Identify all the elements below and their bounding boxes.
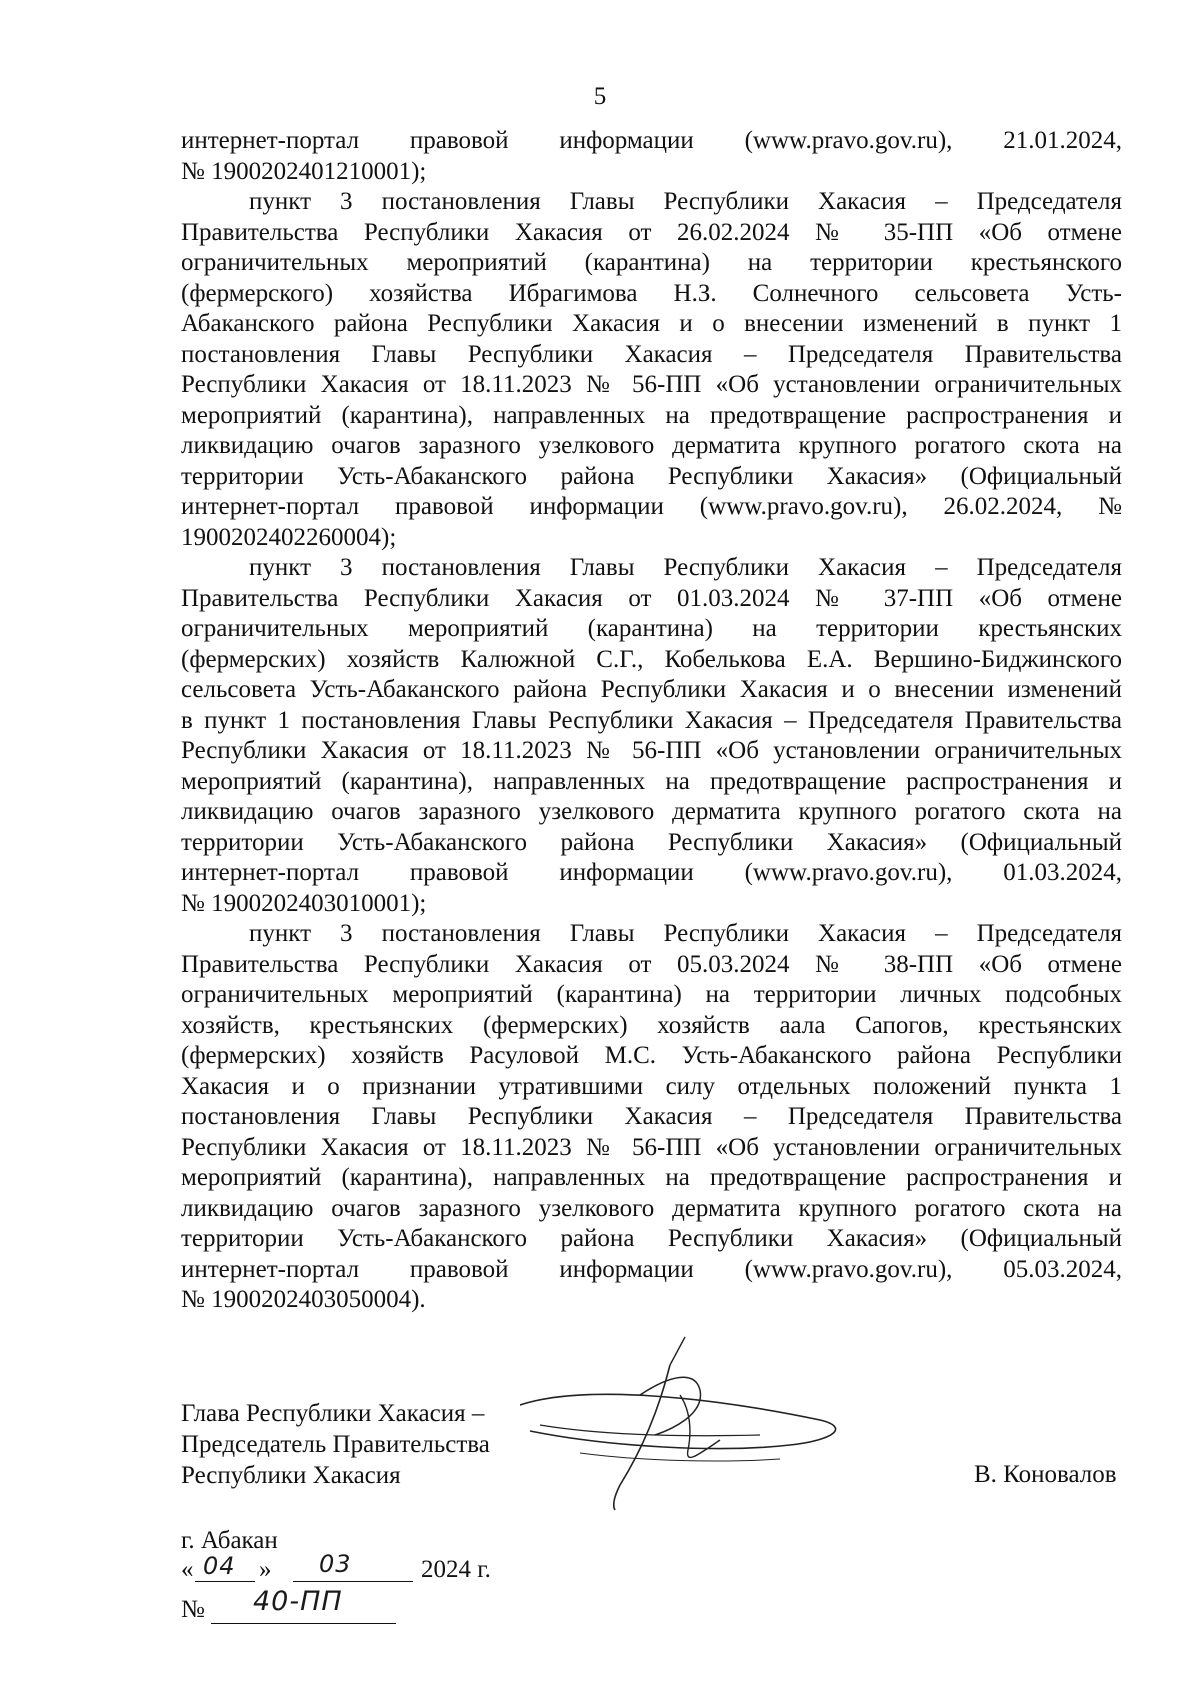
paragraph — [181, 126, 1122, 187]
text-line: Республики Хакасия от 18.11.2023 № 56-ПП «Об установлении ограничительных — [181, 737, 1122, 764]
signing-date — [181, 1550, 501, 1587]
date-day-handwritten: 04 — [203, 1552, 236, 1580]
text-line: ограничительных мероприятий (карантина) на территории крестьянского — [181, 249, 1122, 276]
text-line: интернет-портал правовой информации (www.pravo.gov.ru), 01.03.2024, — [181, 859, 1122, 886]
page-number: 5 — [593, 83, 607, 110]
signatory-title — [181, 1398, 490, 1491]
text-line: (фермерских) хозяйств Калюжной С.Г., Кобелькова Е.А. Вершино-Биджинского — [181, 645, 1122, 673]
text-line: № 1900202401210001); — [181, 157, 427, 185]
text-line: Правительства Республики Хакасия от 26.02.2024 № 35-ПП «Об отмене — [181, 218, 1122, 246]
text-line: в пункт 1 постановления Главы Республики Хакасия – Председателя Правительства — [181, 706, 1122, 734]
date-close-quote: » — [259, 1556, 272, 1583]
signatory-title-line: Республики Хакасия — [181, 1462, 401, 1489]
handwritten-signature — [520, 1335, 860, 1525]
text-line: территории Усть-Абаканского района Республики Хакасия» (Официальный — [181, 828, 1122, 856]
text-line: сельсовета Усть-Абаканского района Республики Хакасия и о внесении изменений — [181, 676, 1122, 703]
text-line: интернет-портал правовой информации (www.pravo.gov.ru), 26.02.2024, № — [181, 493, 1122, 520]
place-of-signing: г. Абакан — [181, 1527, 278, 1554]
signatory-title-line: Глава Республики Хакасия – — [181, 1400, 485, 1427]
number-value-handwritten: 40-ПП — [253, 1586, 343, 1617]
signatory-title-line: Председатель Правительства — [181, 1431, 490, 1458]
text-line: (фермерских) хозяйств Расуловой М.С. Усть-Абаканского района Республики — [181, 1042, 1122, 1069]
number-underline — [211, 1623, 396, 1624]
text-line: территории Усть-Абаканского района Республики Хакасия» (Официальный — [181, 1225, 1122, 1252]
text-line: мероприятий (карантина), направленных на предотвращение распространения и — [181, 401, 1122, 429]
text-line: ограничительных мероприятий (карантина) на территории личных подсобных — [181, 981, 1122, 1008]
date-day-underline — [195, 1581, 255, 1582]
paragraph — [181, 553, 1122, 919]
text-line: Республики Хакасия от 18.11.2023 № 56-ПП «Об установлении ограничительных — [181, 1133, 1122, 1161]
text-line: ликвидацию очагов заразного узелкового дерматита крупного рогатого скота на — [181, 798, 1122, 825]
number-prefix: № — [181, 1596, 205, 1623]
text-line: 1900202402260004); — [181, 523, 397, 551]
text-line: территории Усть-Абаканского района Республики Хакасия» (Официальный — [181, 462, 1122, 490]
text-line: Абаканского района Республики Хакасия и о внесении изменений в пункт 1 — [181, 310, 1122, 337]
text-line: Республики Хакасия от 18.11.2023 № 56-ПП «Об установлении ограничительных — [181, 371, 1122, 398]
text-line: интернет-портал правовой информации (www.pravo.gov.ru), 21.01.2024, — [181, 127, 1122, 154]
paragraph — [181, 187, 1122, 553]
text-line: Правительства Республики Хакасия от 05.03.2024 № 38-ПП «Об отмене — [181, 950, 1122, 978]
date-month-handwritten: 03 — [319, 1550, 352, 1578]
text-line: интернет-портал правовой информации (www.pravo.gov.ru), 05.03.2024, — [181, 1255, 1122, 1283]
text-line: ликвидацию очагов заразного узелкового дерматита крупного рогатого скота на — [181, 432, 1122, 459]
text-line: мероприятий (карантина), направленных на предотвращение распространения и — [181, 767, 1122, 795]
text-line: постановления Главы Республики Хакасия – Председателя Правительства — [181, 1103, 1122, 1130]
text-line: ограничительных мероприятий (карантина) на территории крестьянских — [181, 615, 1122, 642]
document-number — [181, 1586, 501, 1627]
text-line: № 1900202403050004). — [181, 1286, 426, 1313]
text-line: пункт 3 постановления Главы Республики Хакасия – Председателя — [249, 920, 1122, 947]
text-line: Правительства Республики Хакасия от 01.03.2024 № 37-ПП «Об отмене — [181, 584, 1122, 612]
text-line: постановления Главы Республики Хакасия – Председателя Правительства — [181, 340, 1122, 368]
text-line: (фермерского) хозяйства Ибрагимова Н.З. Солнечного сельсовета Усть- — [181, 279, 1122, 307]
paragraph — [181, 919, 1122, 1316]
date-month-underline — [293, 1581, 413, 1582]
text-line: мероприятий (карантина), направленных на предотвращение распространения и — [181, 1164, 1122, 1191]
date-open-quote: « — [181, 1556, 194, 1583]
date-year: 2024 г. — [421, 1556, 491, 1583]
text-line: ликвидацию очагов заразного узелкового дерматита крупного рогатого скота на — [181, 1194, 1122, 1222]
text-line: пункт 3 постановления Главы Республики Хакасия – Председателя — [249, 188, 1122, 215]
text-line: хозяйств, крестьянских (фермерских) хозяйств аала Сапогов, крестьянских — [181, 1011, 1122, 1039]
text-line: пункт 3 постановления Главы Республики Хакасия – Председателя — [249, 554, 1122, 581]
text-line: № 1900202403010001); — [181, 889, 427, 917]
document-body — [181, 126, 1122, 1316]
signer-name: В. Коновалов — [974, 1461, 1117, 1488]
text-line: Хакасия и о признании утратившими силу отдельных положений пункта 1 — [181, 1072, 1122, 1100]
